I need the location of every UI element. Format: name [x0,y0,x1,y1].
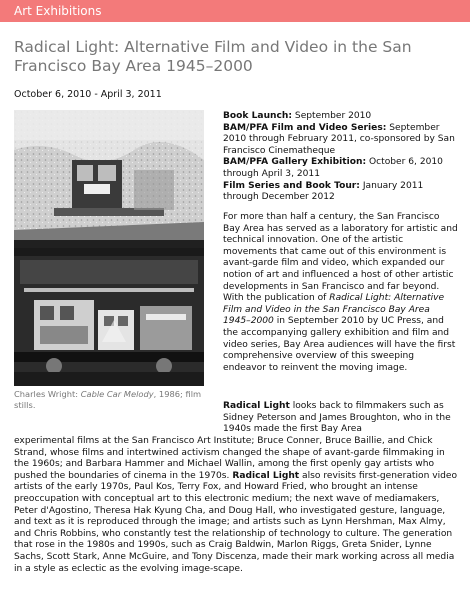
body-paragraph-start: Radical Light looks back to filmmakers such as Sidney Peterson and James Broughton, who in the 1940s made the first Bay Area [223,401,451,435]
film-still-image [14,110,204,386]
exhibition-name-second: Radical Light [232,470,300,481]
intro-paragraph: For more than half a century, the San Francisco Bay Area has served as a laboratory for artistic and technical innovation. One of the artistic movements that came out of this environment is avant-garde film and video, which expanded our notion of art and influenced a host of other artistic developments in San Francisco and far beyond. With the publication of Radical Light: Alternative Film and Video in the San Francisco Bay Area 1945–2000 in September 2010 by UC Press, and the accompanying gallery exhibition and film and video series, Bay Area audiences will have the first comprehensive overview of this sweeping endeavor to reinvent the moving image. [223,212,458,373]
schedule-item-film-video-series: BAM/PFA Film and Video Series: September 2010 through February 2011, co-sponsored by San Francisco Cinematheque [223,122,455,156]
schedule-item-gallery-exhibition: BAM/PFA Gallery Exhibition: October 6, 2010 through April 3, 2011 [223,157,443,179]
page-title: Radical Light: Alternative Film and Video in the San Francisco Bay Area 1945–2000 [14,38,412,75]
exhibition-name: Radical Light [223,401,290,411]
section-title: Art Exhibitions [14,4,102,18]
film-still-illustration [14,110,204,386]
caption-details: , 1986; film stills. [14,389,202,410]
caption-work-title: Cable Car Melody [80,389,154,399]
schedule-item-book-launch: Book Launch: September 2010 [223,111,372,121]
caption-artist: Charles Wright: [14,389,81,399]
image-caption [14,389,210,411]
schedule-item-book-tour: Film Series and Book Tour: January 2011 through December 2012 [223,180,424,203]
section-header-bar [0,0,470,22]
body-paragraph-continued: experimental films at the San Francisco Art Institute; Bruce Conner, Bruce Baillie, and Chick Strand, whose films and intertwined activism changed the shape of avant-garde filmmaking in the 1960s; and Barbara Hammer and Michael Wallin, among the first openly gay artists who pushed the boundaries of cinema in the 1970s. Radical Light also revisits first-generation video artists of the early 1970s, Paul Kos, Terry Fox, and Howard Fried, who brought an intense preoccupation with conceptual art to this electronic medium; the next wave of mediamakers, Peter d'Agostino, Theresa Hak Kyung Cha, and Doug Hall, who investigated gesture, language, and text as it is reproduced through the image; and artists such as Lynn Hershman, Max Almy, and Chris Robbins, who constantly test the relationship of technology to culture. The generation that rose in the 1980s and 1990s, such as Craig Baldwin, Marlon Riggs, Greta Snider, Lynne Sachs, Scott Stark, Anne McGuire, and Tony Discenza, made their mark working across all media in a style as eclectic as the evolving image-scape. [14,436,458,574]
event-schedule [223,111,458,204]
book-title: Radical Light: Alternative Film and Video in the San Francisco Bay Area 1945–2000 [223,293,445,327]
exhibition-dates: October 6, 2010 - April 3, 2011 [14,89,162,100]
